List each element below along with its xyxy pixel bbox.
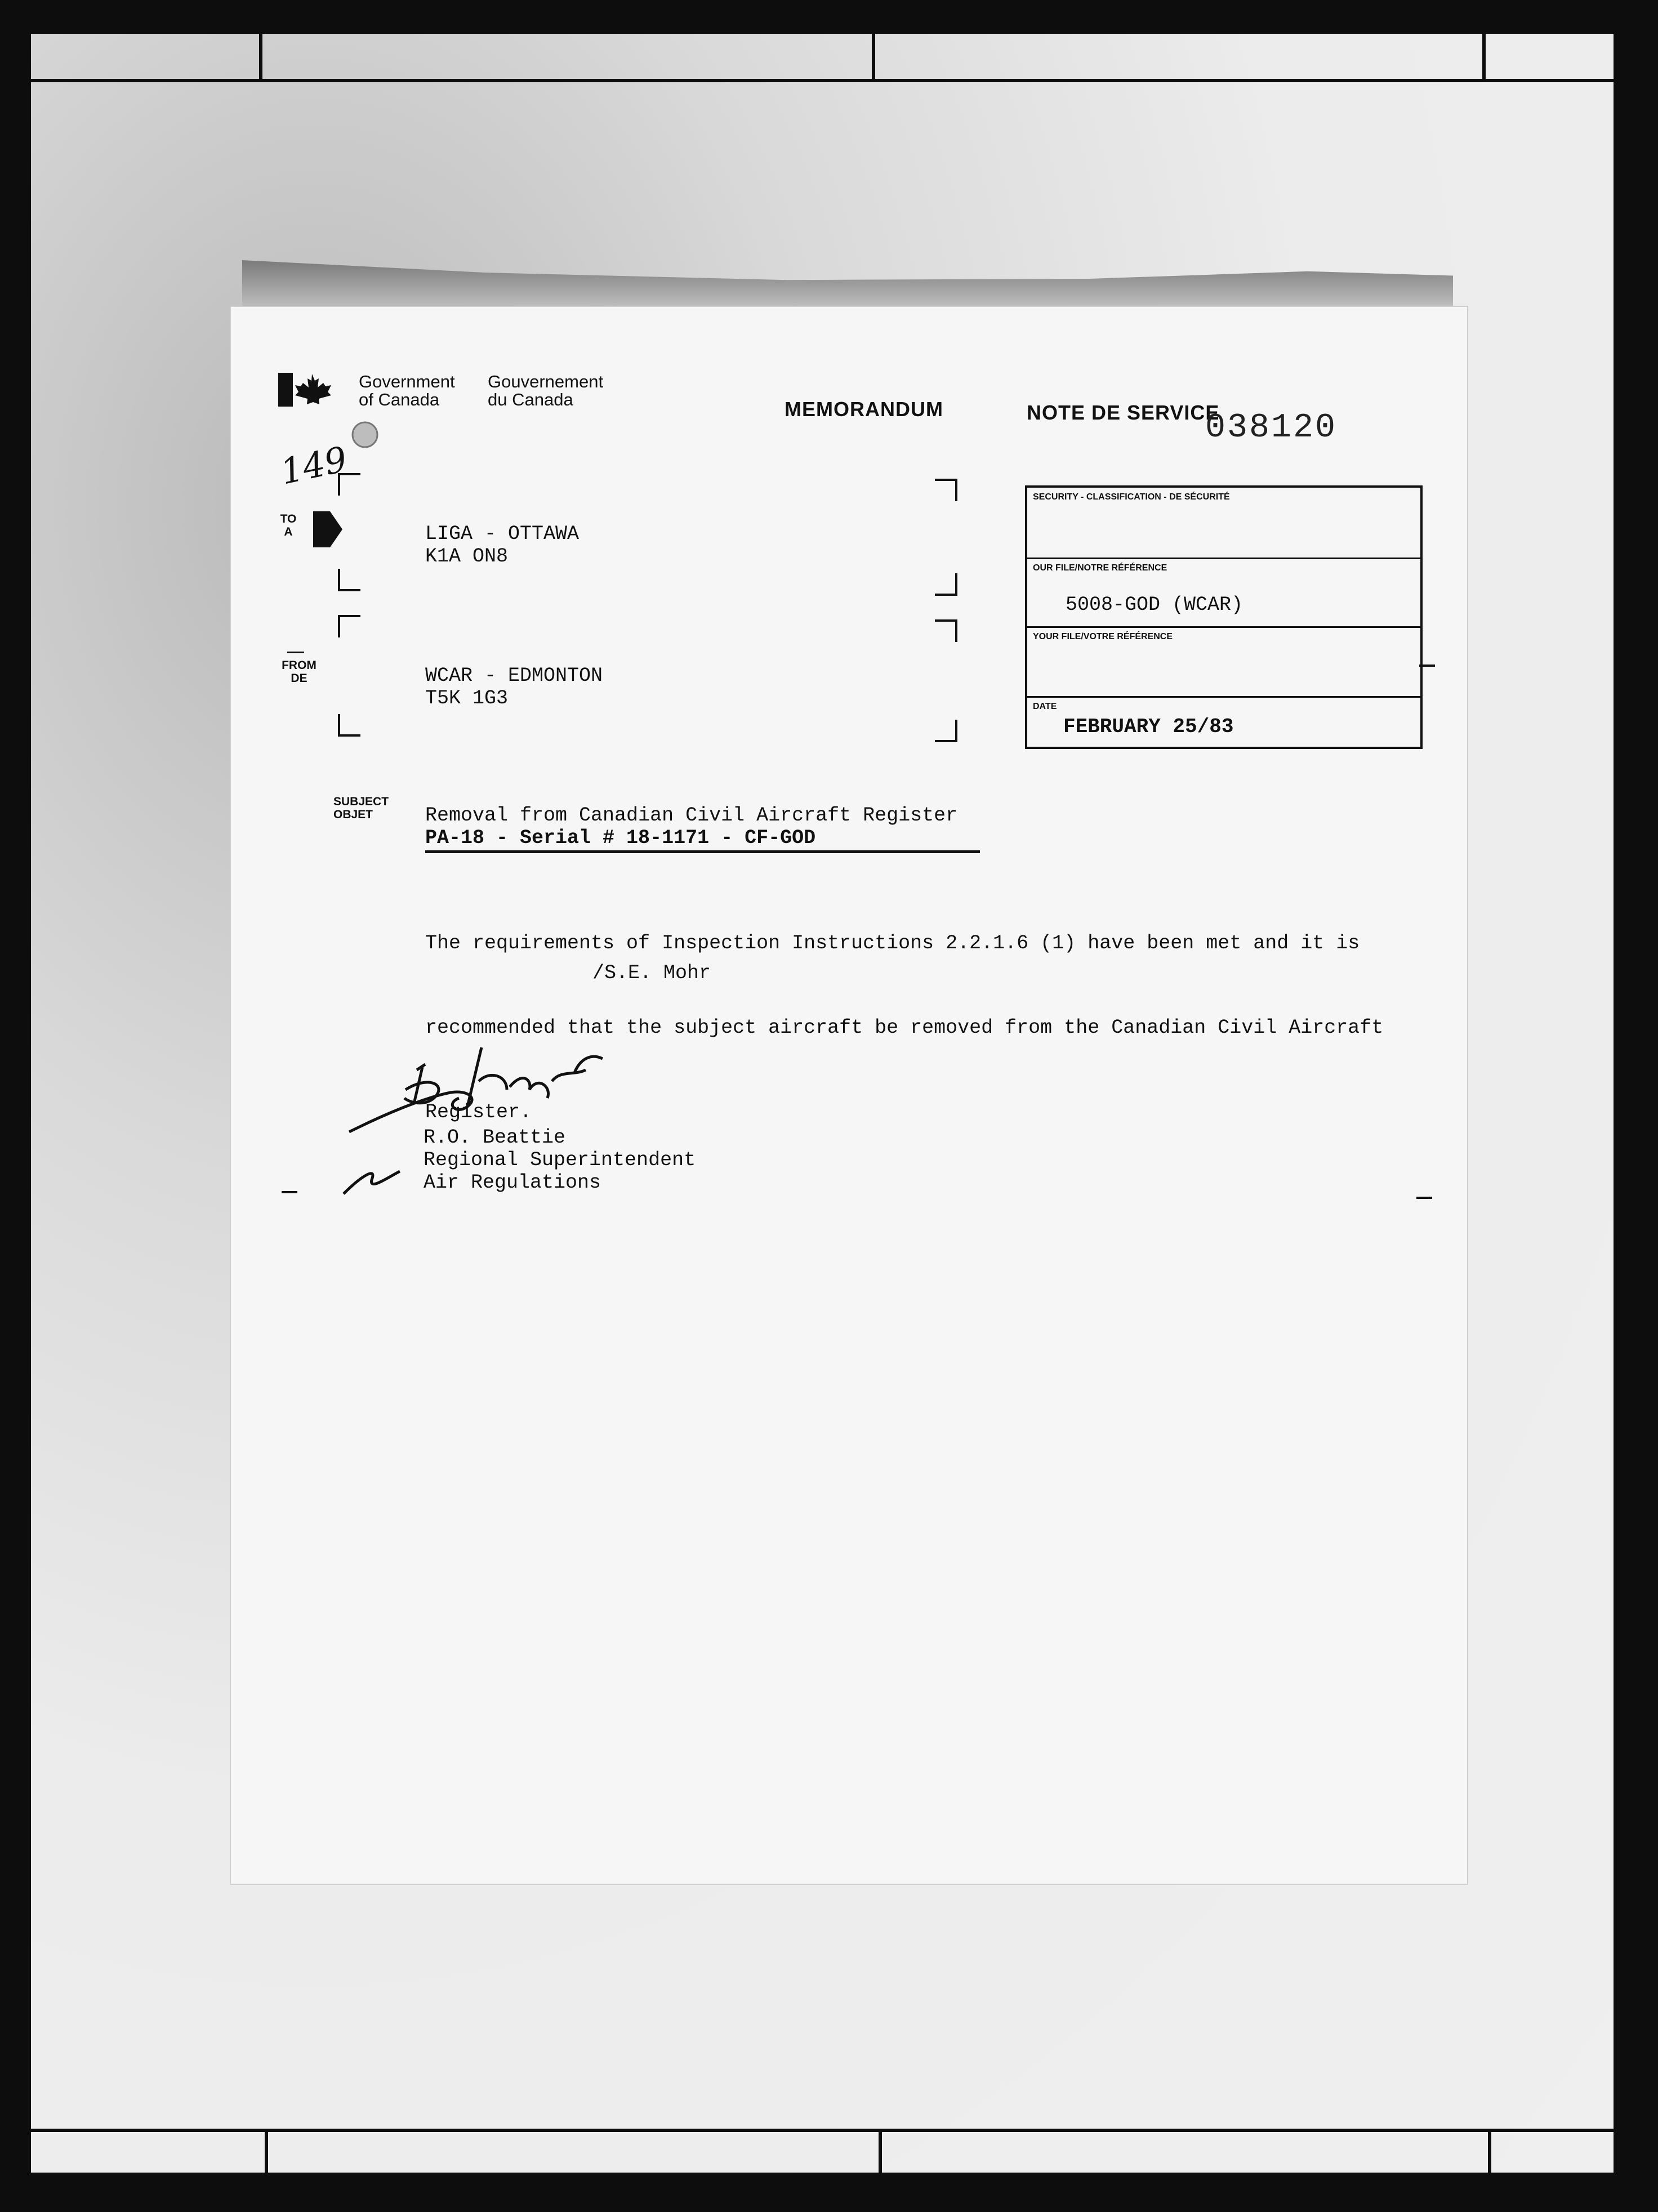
film-tick — [872, 23, 875, 82]
signer-department: Air Regulations — [424, 1171, 601, 1194]
to-bracket-bottom-right — [935, 573, 957, 596]
to-bracket-bottom-left — [338, 569, 360, 591]
your-file-label: YOUR FILE/VOTRE RÉFÉRENCE — [1033, 632, 1173, 641]
film-line-bottom — [31, 2129, 1614, 2132]
from-address — [425, 665, 603, 710]
from-bracket-top-right — [935, 619, 957, 642]
from-address-line1: WCAR - EDMONTON — [425, 665, 603, 687]
to-address-line1: LIGA - OTTAWA — [425, 523, 580, 545]
stamp-number: 038120 — [1205, 409, 1338, 447]
box-divider — [1027, 626, 1420, 628]
body-line1: The requirements of Inspection Instructions 2.2.1.6 (1) have been met and it is — [425, 932, 1360, 955]
subject-line1: Removal from Canadian Civil Aircraft Register — [425, 804, 958, 827]
film-tick — [879, 2129, 882, 2179]
sent-by: /S.E. Mohr — [592, 962, 711, 984]
from-label-en: FROM — [282, 659, 317, 672]
date-value: FEBRUARY 25/83 — [1063, 715, 1234, 738]
film-tick — [1482, 23, 1486, 82]
to-label — [277, 512, 300, 538]
gov-en-line1: Government — [359, 372, 455, 391]
security-label: SECURITY - CLASSIFICATION - DE SÉCURITÉ — [1033, 492, 1230, 502]
from-bracket-top-left — [338, 615, 360, 637]
arrow-right-icon — [311, 506, 345, 553]
memorandum-heading: MEMORANDUM — [785, 398, 943, 421]
note-de-service-heading: NOTE DE SERVICE — [1027, 401, 1220, 424]
gov-fr-line2: du Canada — [488, 390, 573, 409]
body-line2: recommended that the subject aircraft be removed from the Canadian Civil Aircraft — [425, 1016, 1384, 1039]
canada-flag-icon — [277, 372, 333, 408]
our-file-label: OUR FILE/NOTRE RÉFÉRENCE — [1033, 563, 1167, 573]
gov-fr-line1: Gouvernement — [488, 372, 604, 391]
handwritten-mark: 149 — [277, 438, 351, 493]
signer-name: R.O. Beattie — [424, 1126, 566, 1149]
from-bracket-bottom-right — [935, 720, 957, 742]
gov-en — [359, 373, 455, 409]
box-divider — [1027, 696, 1420, 698]
frame-border-right — [1614, 0, 1658, 2212]
subject-label-fr: OBJET — [333, 808, 373, 821]
subject-underline — [425, 850, 980, 853]
subject-line2: PA-18 - Serial # 18-1171 - CF-GOD — [425, 827, 816, 849]
gov-en-line2: of Canada — [359, 390, 440, 409]
margin-tick — [1416, 1197, 1432, 1199]
margin-tick — [282, 1191, 297, 1193]
margin-tick — [1419, 665, 1435, 667]
gov-fr — [488, 373, 603, 409]
box-divider — [1027, 558, 1420, 559]
film-tick — [1488, 2129, 1491, 2179]
frame-border-bottom — [0, 2173, 1658, 2212]
from-label — [275, 659, 323, 685]
from-address-line2: T5K 1G3 — [425, 687, 509, 710]
our-file-value: 5008-GOD (WCAR) — [1066, 594, 1244, 616]
film-line-top — [31, 79, 1614, 82]
to-bracket-top-right — [935, 479, 957, 501]
punch-hole-icon — [346, 418, 386, 452]
from-label-dash — [287, 652, 304, 653]
body-line3: Register. — [425, 1101, 532, 1123]
date-label: DATE — [1033, 702, 1057, 711]
to-address — [425, 523, 579, 568]
signer-title: Regional Superintendent — [424, 1149, 696, 1171]
signature-block — [424, 1126, 696, 1194]
film-tick — [259, 23, 262, 82]
to-address-line2: K1A ON8 — [425, 545, 509, 568]
to-bracket-top-left — [338, 473, 360, 496]
frame-border-top — [0, 0, 1658, 34]
subject-label — [333, 795, 389, 821]
reference-box — [1025, 485, 1423, 749]
frame-border-left — [0, 0, 31, 2212]
to-label-en: TO — [280, 512, 297, 525]
from-bracket-bottom-left — [338, 714, 360, 737]
subject-label-en: SUBJECT — [333, 795, 389, 808]
from-label-fr: DE — [291, 672, 307, 685]
film-tick — [265, 2129, 268, 2179]
to-label-fr: A — [284, 525, 293, 538]
